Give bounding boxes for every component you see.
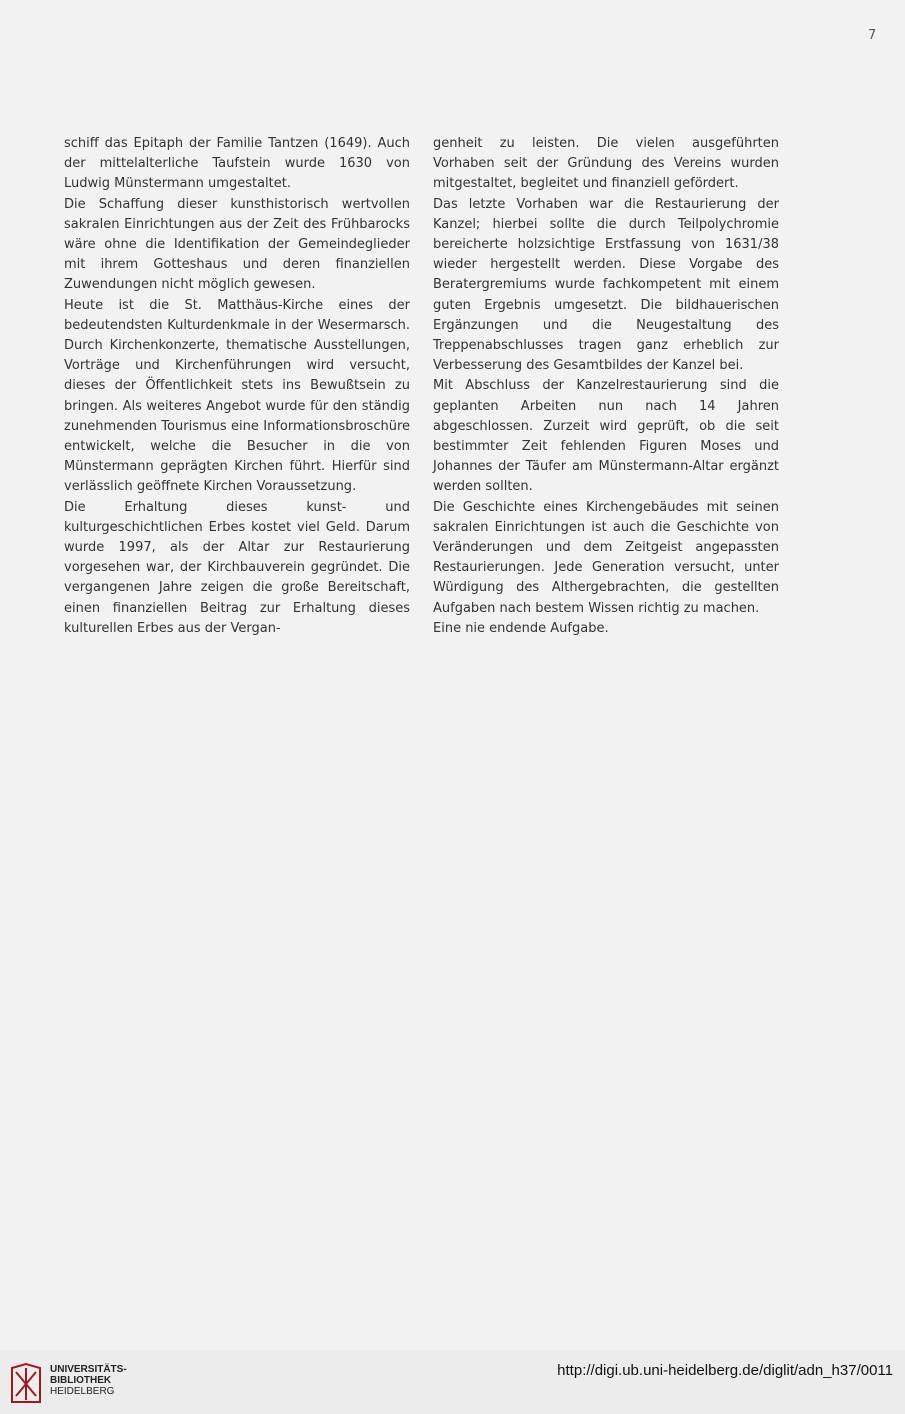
paragraph: Die Schaffung dieser kunsthistorisch wertvollen sakralen Einrichtungen aus der Zeit des Frühbarocks wäre ohne die Identifikation der Gemeindeglieder mit ihrem Gotteshaus und deren finanziellen Zuwendungen nicht möglich gewesen. [64,196,410,293]
logo-line: BIBLIOTHEK [50,1375,112,1386]
paragraph: Mit Abschluss der Kanzelrestaurierung sind die geplanten Arbeiten nun nach 14 Jahren abgeschlossen. Zurzeit wird geprüft, ob die seit bestimmter Zeit fehlenden Figuren Moses und Johannes der Täufer am Münstermann-Altar ergänzt werden sollten. [433,378,779,495]
right-text-column [433,134,779,639]
left-text-column [64,134,410,639]
logo-line: HEIDELBERG [50,1386,115,1397]
footer-bar [0,1350,905,1414]
logo-line: UNIVERSITÄTS- [50,1364,127,1375]
paragraph: Die Geschichte eines Kirchengebäudes mit seinen sakralen Einrichtungen ist auch die Geschichte von Veränderungen und dem Zeitgeist angepassten Restaurierungen. Jede Generation versucht, unter Würdigung des Althergebrachten, die gestellten Aufgaben nach bestem Wissen richtig zu machen. [433,499,779,616]
paragraph: Heute ist die St. Matthäus-Kirche eines der bedeutendsten Kulturdenkmale in der Wesermarsch. Durch Kirchenkonzerte, thematische Ausstellungen, Vorträge und Kirchenführungen wird versucht, dieses der Öffentlichkeit stets ins Bewußtsein zu bringen. Als weiteres Angebot wurde für den ständig zunehmenden Tourismus eine Informationsbroschüre entwickelt, welche die Besucher in die von Münstermann geprägten Kirchen führt. Hierfür sind verlässlich geöffnete Kirchen Voraussetzung. [64,297,410,495]
paragraph: Eine nie endende Aufgabe. [433,620,609,636]
library-logo-text [50,1364,127,1397]
paragraph: schiff das Epitaph der Familie Tantzen (1649). Auch der mittelalterliche Taufstein wurde 1630 von Ludwig Münstermann umgestaltet. [64,136,410,192]
page-number: 7 [868,28,877,43]
paragraph: Das letzte Vorhaben war die Restaurierung der Kanzel; hierbei sollte die durch Teilpolychromie bereicherte holzsichtige Erstfassung von 1631/38 wieder hergestellt werden. Diese Vorgabe des Beratergremiums wurde fachkompetent mit einem guten Ergebnis umgesetzt. Die bildhauerischen Ergänzungen und die Neugestaltung des Treppenabschlusses tragen ganz erheblich zur Verbesserung des Gesamtbildes der Kanzel bei. [433,196,779,374]
source-url-link[interactable]: http://digi.ub.uni-heidelberg.de/diglit/adn_h37/0011 [557,1362,893,1379]
library-logo-icon [10,1362,42,1406]
paragraph: genheit zu leisten. Die vielen ausgeführten Vorhaben seit der Gründung des Vereins wurden mitgestaltet, begleitet und finanziell gefördert. [433,136,779,192]
paragraph: Die Erhaltung dieses kunst- und kulturgeschichtlichen Erbes kostet viel Geld. Darum wurde 1997, als der Altar zur Restaurierung vorgesehen war, der Kirchbauverein gegründet. Die vergangenen Jahre zeigen die große Bereitschaft, einen finanziellen Beitrag zur Erhaltung dieses kulturellen Erbes aus der Vergan- [64,499,410,636]
